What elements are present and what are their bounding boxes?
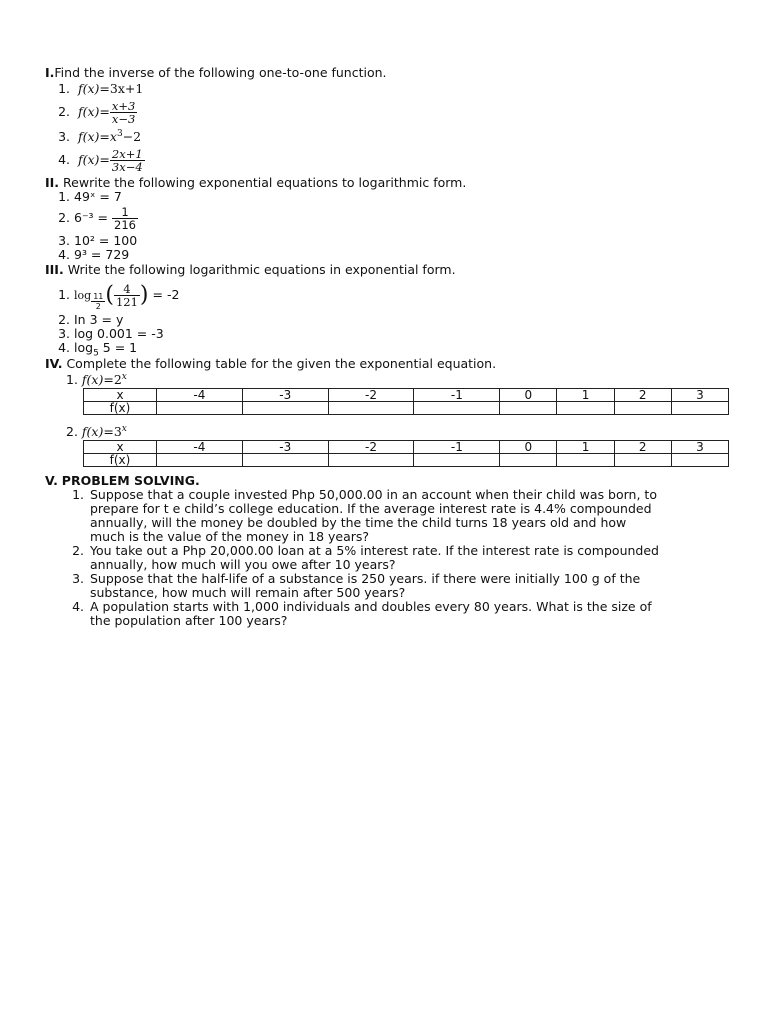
problem-4: 4. A population starts with 1,000 individuals and doubles every 80 years. What is the size of the population after 100 years? <box>72 599 652 628</box>
table-cell: -3 <box>242 389 328 402</box>
blank-cell[interactable] <box>157 402 243 415</box>
section-2-heading: II. Rewrite the following exponential equations to logarithmic form. <box>45 175 467 190</box>
blank-cell[interactable] <box>671 454 728 467</box>
section-5-heading: V. PROBLEM SOLVING. <box>45 473 200 488</box>
values-table-1 <box>83 388 729 415</box>
table-cell: x <box>84 389 157 402</box>
problem-3: 3. Suppose that the half-life of a substance is 250 years. if there were initially 100 g of the substance, how much will remain after 500 years? <box>72 571 641 600</box>
s2-item-4: 4. 9³ = 729 <box>58 247 130 262</box>
table-cell: -1 <box>414 389 500 402</box>
blank-cell[interactable] <box>414 402 500 415</box>
s1-item-1: 1. f(x)=3x+1 <box>58 81 144 96</box>
table-row <box>84 402 729 415</box>
table-cell: -4 <box>157 441 243 454</box>
s3-item-2: 2. In 3 = y <box>58 312 124 327</box>
fraction: $\frac{x+3}{x-3}$ <box>111 99 136 126</box>
blank-cell[interactable] <box>614 402 671 415</box>
s3-item-3: 3. log 0.001 = -3 <box>58 326 164 341</box>
blank-cell[interactable] <box>557 454 614 467</box>
table-cell: x <box>84 441 157 454</box>
table-cell: 1 <box>557 389 614 402</box>
table-row <box>84 454 729 467</box>
table-cell: f(x) <box>84 454 157 467</box>
table-header-row <box>84 441 729 454</box>
blank-cell[interactable] <box>157 454 243 467</box>
s2-item-2: 2. 6⁻³ = $\frac{1}{216}$ <box>58 205 136 232</box>
s1-item-2: 2. f(x)= $\frac{x+3}{x-3}$ <box>58 99 136 126</box>
table-cell: -2 <box>328 441 414 454</box>
s1-item-4: 4. f(x)= $\frac{2x+1}{3x-4}$ <box>58 147 143 174</box>
section-4-heading: IV. Complete the following table for the given the exponential equation. <box>45 356 497 371</box>
blank-cell[interactable] <box>614 454 671 467</box>
s4-table-1-label: 1. $f(x)=2^x$ <box>66 371 127 387</box>
blank-cell[interactable] <box>242 402 328 415</box>
blank-cell[interactable] <box>500 454 557 467</box>
blank-cell[interactable] <box>671 402 728 415</box>
table-cell: -4 <box>157 389 243 402</box>
table-cell: 2 <box>614 389 671 402</box>
section-1-heading <box>45 66 387 80</box>
blank-cell[interactable] <box>500 402 557 415</box>
table-cell: f(x) <box>84 402 157 415</box>
table-cell: 1 <box>557 441 614 454</box>
table-cell: 3 <box>671 441 728 454</box>
log-base-fraction: $\frac{11}{2}$ <box>93 292 104 311</box>
table-cell: 3 <box>671 389 728 402</box>
fraction: $\frac{1}{216}$ <box>114 205 136 232</box>
fraction: $\frac{4}{121}$ <box>115 282 138 309</box>
table-cell: -2 <box>328 389 414 402</box>
section-1-title: Find the inverse of the following one-to-one function. <box>54 65 387 80</box>
problem-2: 2. You take out a Php 20,000.00 loan at a 5% interest rate. If the interest rate is compounded annually, how much will you owe after 10 years? <box>72 543 659 572</box>
s1-item-3: 3. $f(x)=x^3-2$ <box>58 128 142 144</box>
problem-1: 1. Suppose that a couple invested Php 50,000.00 in an account when their child was born, to prepare for t e child’s college education. If the average interest rate is 4.4% compounded annually, will the money be doubled by the time the child turns 18 years old and how much is the value of the money in 18 years? <box>72 487 657 544</box>
s4-table-2-label: 2. $f(x)=3^x$ <box>66 423 127 439</box>
blank-cell[interactable] <box>557 402 614 415</box>
blank-cell[interactable] <box>328 454 414 467</box>
values-table-2 <box>83 440 729 467</box>
blank-cell[interactable] <box>414 454 500 467</box>
blank-cell[interactable] <box>242 454 328 467</box>
table-cell: -1 <box>414 441 500 454</box>
s3-item-4: 4. $\log_5 5 = 1$ <box>58 340 138 359</box>
fraction: $\frac{2x+1}{3x-4}$ <box>111 147 143 174</box>
s2-item-1: 1. 49ˣ = 7 <box>58 189 122 204</box>
blank-cell[interactable] <box>328 402 414 415</box>
table-cell: 0 <box>500 389 557 402</box>
section-1-roman: I. <box>45 65 55 80</box>
table-cell: -3 <box>242 441 328 454</box>
table-cell: 0 <box>500 441 557 454</box>
table-cell: 2 <box>614 441 671 454</box>
s3-item-1: 1. log $\frac{11}{2}$ ( $\frac{4}{121}$ ) = -2 <box>58 282 180 311</box>
section-3-heading: III. Write the following logarithmic equations in exponential form. <box>45 262 456 277</box>
s2-item-3: 3. 10² = 100 <box>58 233 138 248</box>
table-header-row <box>84 389 729 402</box>
